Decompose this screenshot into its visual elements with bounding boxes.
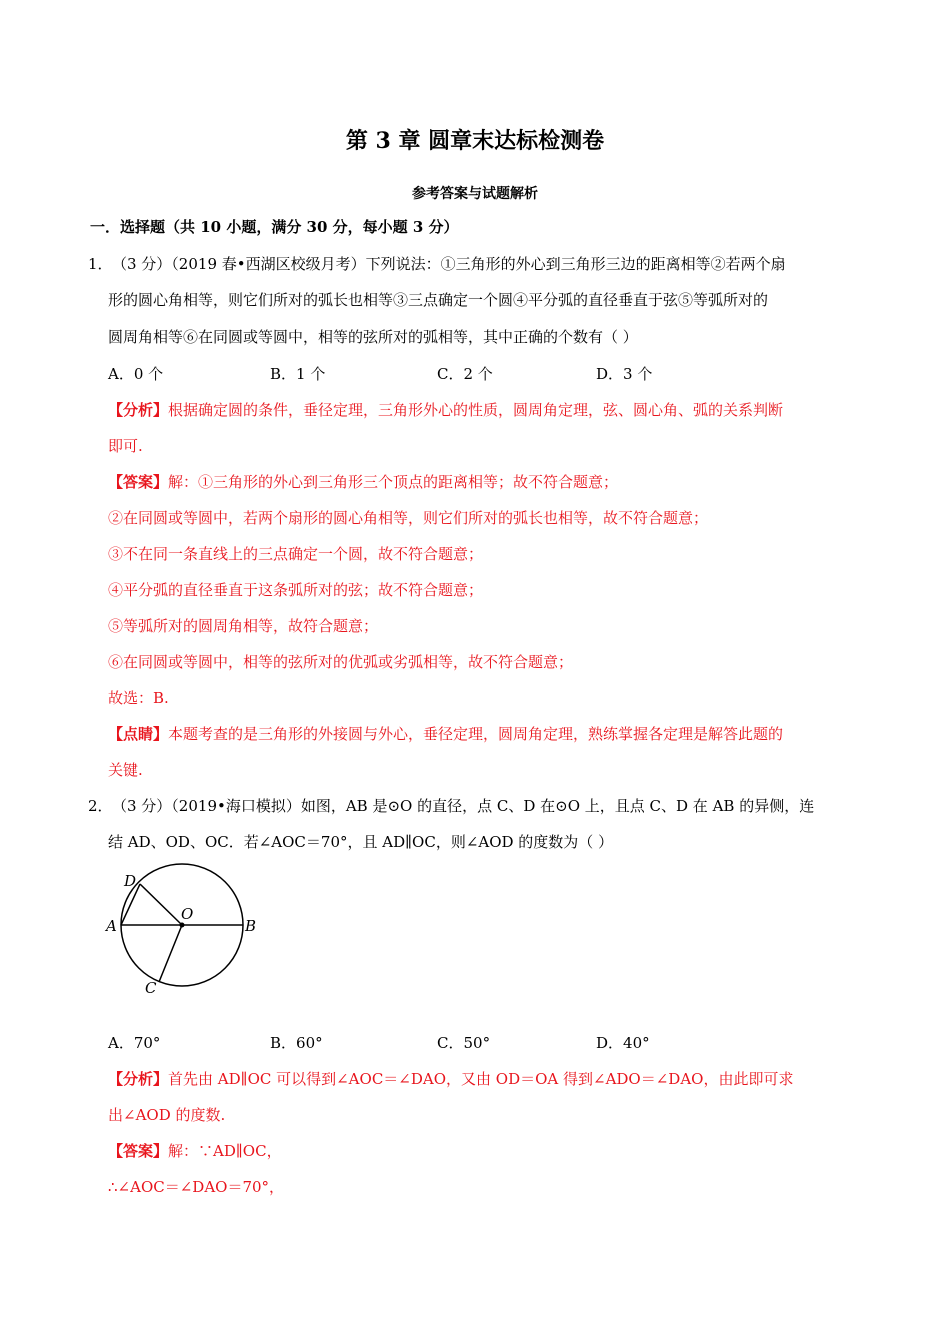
page-subtitle: 参考答案与试题解析 <box>412 186 538 202</box>
q1-option-c: C．2 个 <box>437 365 493 383</box>
q1-option-a: A．0 个 <box>108 365 164 383</box>
q2-stem-line2: 结 AD、OD、OC．若∠AOC＝70°，且 AD∥OC，则∠AOD 的度数为（ ） <box>108 833 614 851</box>
q1-comment-tag: 【点睛】 <box>108 725 169 743</box>
q2-number: 2． <box>88 797 113 815</box>
q1-analysis-line1 <box>108 400 783 420</box>
q2-option-a: A．70° <box>108 1034 161 1052</box>
section-heading: 一．选择题（共 10 小题，满分 30 分，每小题 3 分） <box>90 218 459 236</box>
q2-analysis-line2: 出∠AOD 的度数. <box>108 1106 226 1124</box>
q1-answer-tag: 【答案】 <box>108 473 169 491</box>
q2-analysis-tag: 【分析】 <box>108 1070 169 1088</box>
q2-option-b: B．60° <box>270 1034 323 1052</box>
q2-analysis-line1 <box>108 1069 793 1089</box>
q1-analysis-text: 根据确定圆的条件，垂径定理，三角形外心的性质，圆周角定理，弦、圆心角、弧的关系判断 <box>168 401 784 419</box>
q1-answer-line1 <box>108 472 618 492</box>
label-o: O <box>181 905 194 923</box>
q1-answer-line7: 故选：B. <box>108 689 169 707</box>
label-c: C <box>145 979 157 997</box>
label-d: D <box>124 872 137 890</box>
label-b: B <box>245 917 257 935</box>
q1-comment-line1 <box>108 724 783 744</box>
q1-number: 1． <box>88 255 113 273</box>
q1-stem-line2: 形的圆心角相等，则它们所对的弧长也相等③三点确定一个圆④平分弧的直径垂直于弦⑤等弧所对的 <box>108 291 769 309</box>
q2-option-c: C．50° <box>437 1034 491 1052</box>
segment-oc <box>159 925 182 982</box>
q1-stem-line1: （3 分）（2019 春•西湖区校级月考）下列说法：①三角形的外心到三角形三边的距离相等②若两个扇 <box>112 255 786 273</box>
q1-stem-line3: 圆周角相等⑥在同圆或等圆中，相等的弦所对的弧相等，其中正确的个数有（ ） <box>108 328 638 346</box>
q1-answer-text: 解：①三角形的外心到三角形三个顶点的距离相等；故不符合题意； <box>168 473 619 491</box>
q1-answer-line4: ④平分弧的直径垂直于这条弧所对的弦；故不符合题意； <box>108 581 484 599</box>
center-point <box>180 923 185 928</box>
segment-od <box>140 884 182 925</box>
q2-stem-line1: （3 分）（2019•海口模拟）如图，AB 是⊙O 的直径，点 C、D 在⊙O 上，且点 C、D 在 AB 的异侧，连 <box>112 797 815 815</box>
q2-answer-text: 解：∵AD∥OC， <box>168 1142 282 1160</box>
q1-answer-line5: ⑤等弧所对的圆周角相等，故符合题意； <box>108 617 379 635</box>
label-a: A <box>106 917 117 935</box>
q1-option-b: B．1 个 <box>270 365 326 383</box>
q2-answer-line2: ∴∠AOC＝∠DAO＝70°， <box>108 1178 285 1196</box>
q2-answer-tag: 【答案】 <box>108 1142 169 1160</box>
q2-analysis-text: 首先由 AD∥OC 可以得到∠AOC＝∠DAO，又由 OD＝OA 得到∠ADO＝∠DAO，由此即可求 <box>168 1070 794 1088</box>
q2-answer-line1 <box>108 1141 282 1161</box>
circle-diagram <box>100 862 270 1002</box>
q1-analysis-tag: 【分析】 <box>108 401 169 419</box>
q1-answer-line3: ③不在同一条直线上的三点确定一个圆，故不符合题意； <box>108 545 484 563</box>
q1-answer-line2: ②在同圆或等圆中，若两个扇形的圆心角相等，则它们所对的弧长也相等，故不符合题意； <box>108 509 709 527</box>
q1-analysis-line2: 即可. <box>108 437 143 455</box>
q2-option-d: D．40° <box>596 1034 650 1052</box>
page-title: 第 3 章 圆章末达标检测卷 <box>345 128 605 154</box>
q1-answer-line6: ⑥在同圆或等圆中，相等的弦所对的优弧或劣弧相等，故不符合题意； <box>108 653 574 671</box>
q1-comment-text: 本题考查的是三角形的外接圆与外心，垂径定理，圆周角定理，熟练掌握各定理是解答此题的 <box>168 725 784 743</box>
q1-option-d: D．3 个 <box>596 365 653 383</box>
q1-comment-line2: 关键. <box>108 761 143 779</box>
